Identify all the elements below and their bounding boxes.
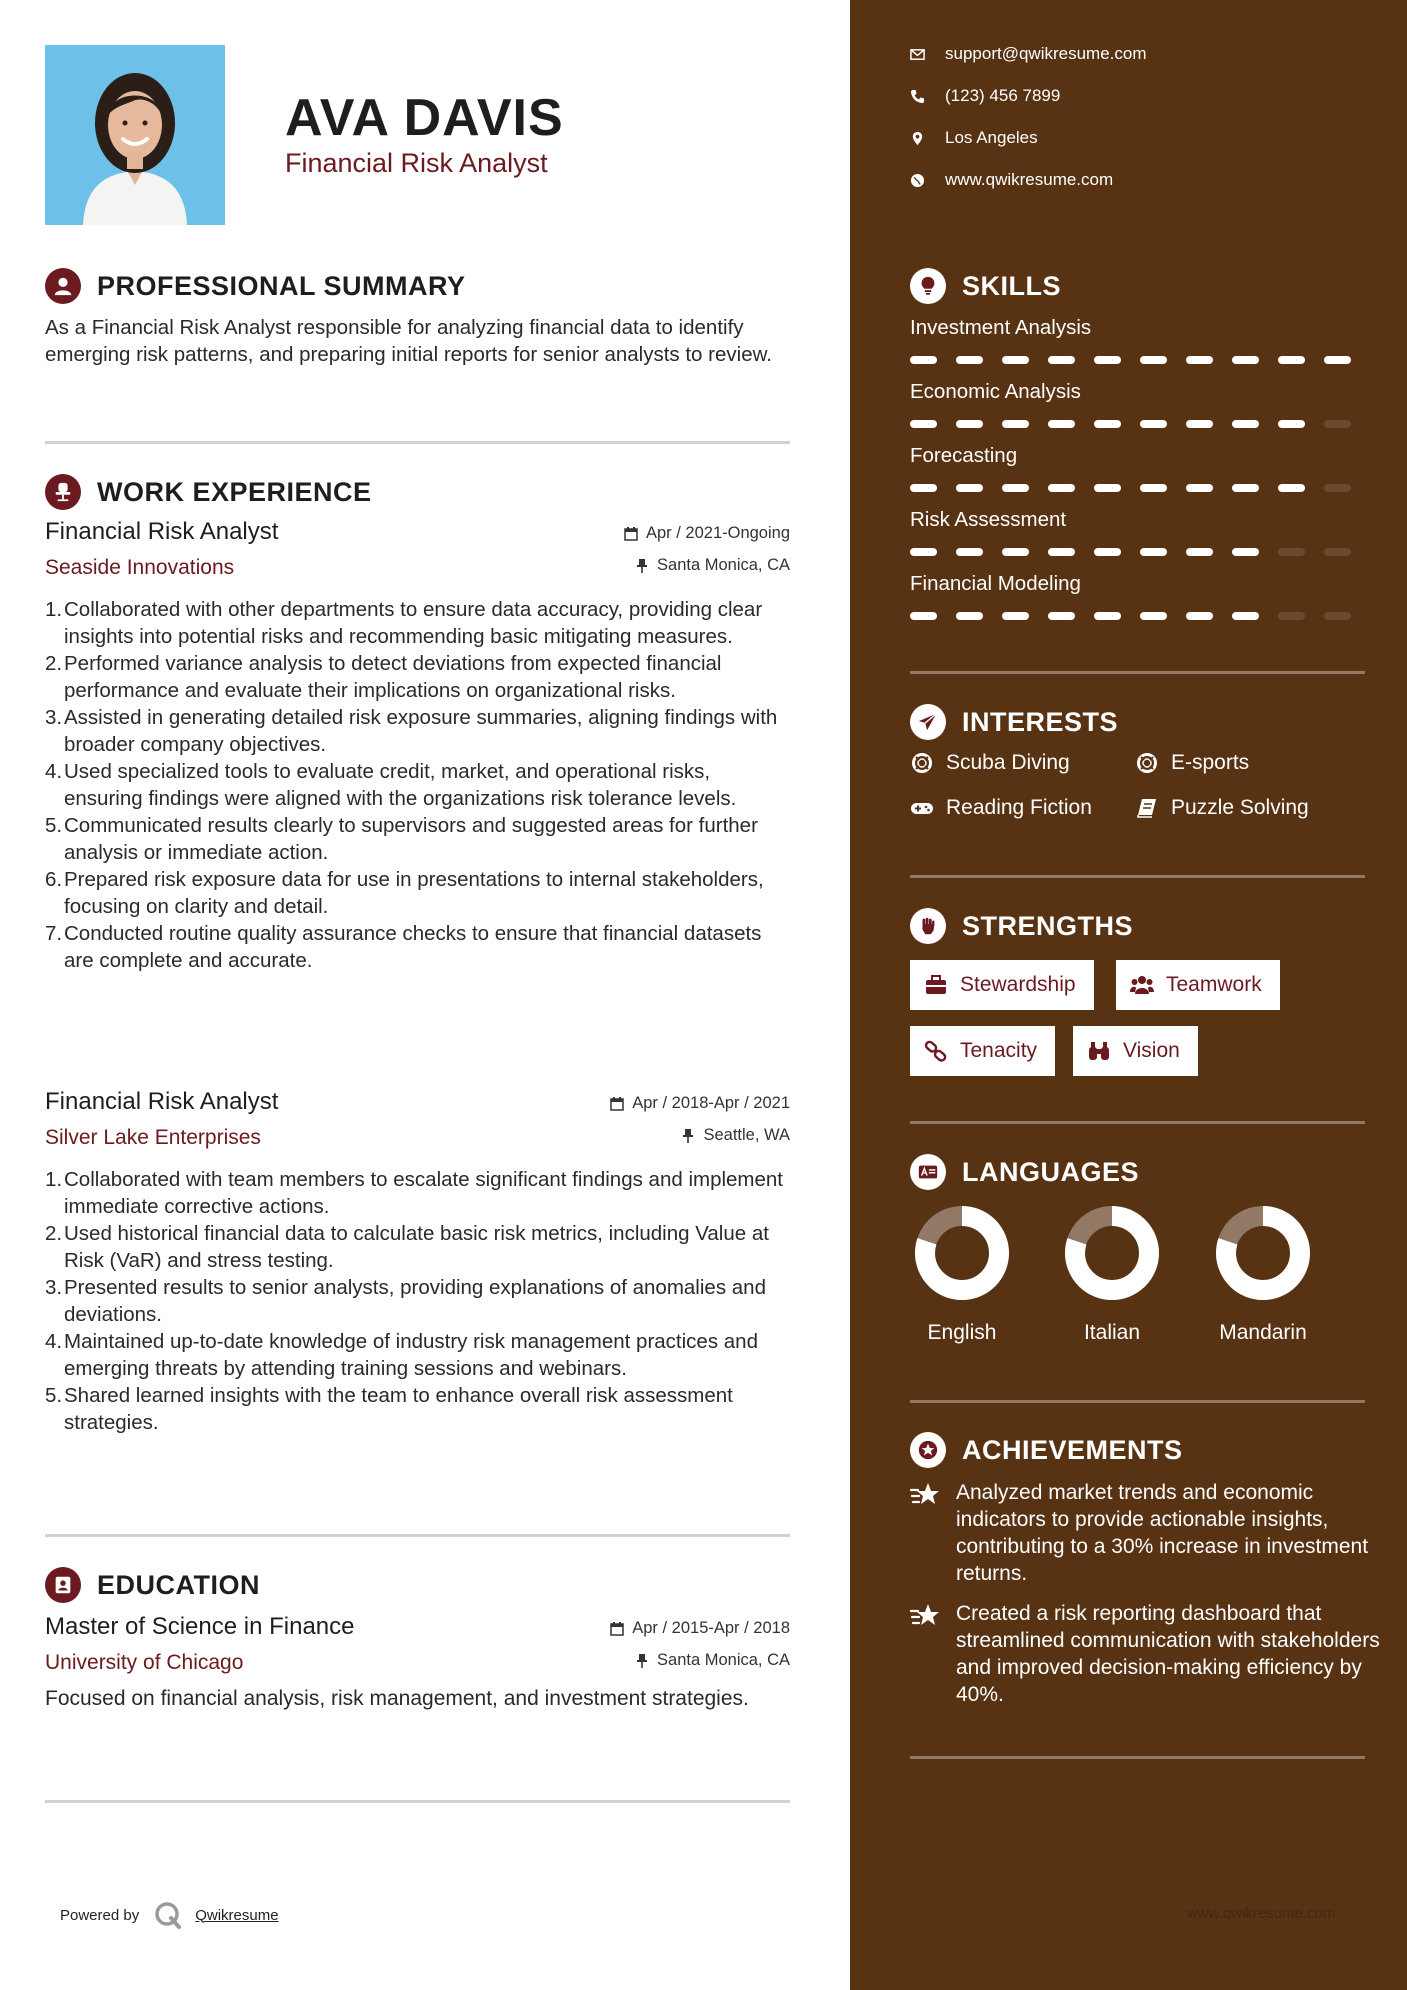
skill-segment <box>1140 612 1167 620</box>
calendar-icon <box>624 527 638 541</box>
education-date-text: Apr / 2015-Apr / 2018 <box>632 1619 790 1637</box>
interest-item <box>910 751 1070 775</box>
skill-segment <box>1048 356 1075 364</box>
calendar-icon <box>610 1097 624 1111</box>
skill-segment <box>1094 612 1121 620</box>
skill-segment <box>1094 548 1121 556</box>
job-bullets <box>45 1166 790 1436</box>
skill-name: Economic Analysis <box>910 380 1081 403</box>
job-role: Financial Risk Analyst <box>45 518 279 545</box>
language-item <box>907 1205 1017 1345</box>
skill-name: Risk Assessment <box>910 508 1067 531</box>
qwikresume-logo-icon <box>153 1900 183 1930</box>
users-icon <box>1130 974 1154 996</box>
language-label: Mandarin <box>1219 1321 1307 1344</box>
summary-title: PROFESSIONAL SUMMARY <box>97 270 466 301</box>
skill-item <box>910 316 1370 364</box>
job-location-text: Seattle, WA <box>703 1126 790 1144</box>
fist-icon <box>910 908 946 944</box>
brand-link[interactable]: Qwikresume <box>195 1906 279 1924</box>
skill-item <box>910 508 1370 556</box>
user-icon <box>45 268 81 304</box>
skill-segment <box>910 484 937 492</box>
skill-segment <box>910 548 937 556</box>
interest-label: E-sports <box>1171 751 1250 774</box>
skill-segment <box>1186 548 1213 556</box>
skill-segment <box>956 484 983 492</box>
list-item: 4. Used specialized tools to evaluate credit, market, and operational risks, ensuring findings were aligned with the organizations risk tolerance levels. <box>45 760 737 810</box>
watermark: www.qwikresume.com <box>1187 1905 1336 1922</box>
contact-location-text: Los Angeles <box>945 128 1038 147</box>
section-divider <box>910 1121 1365 1124</box>
education-degree: Master of Science in Finance <box>45 1613 355 1640</box>
skill-segment <box>1048 420 1075 428</box>
skill-segment <box>1278 612 1305 620</box>
interest-label: Puzzle Solving <box>1171 796 1309 819</box>
graduation-icon <box>45 1567 81 1603</box>
skill-segment <box>1140 420 1167 428</box>
list-item: 3. Assisted in generating detailed risk exposure summaries, aligning findings with broader company objectives. <box>45 706 778 756</box>
achievement-text: Created a risk reporting dashboard that streamlined communication with stakeholders and improved decision-making efficiency by 40%. <box>956 1602 1380 1706</box>
office-chair-icon <box>45 474 81 510</box>
strength-label: Vision <box>1123 1039 1180 1062</box>
binoculars-icon <box>1087 1040 1111 1062</box>
list-item: 1. Collaborated with other departments to ensure data accuracy, providing clear insights into potential risks and recommending basic mitigating measures. <box>45 598 763 648</box>
calendar-icon <box>610 1622 624 1636</box>
skill-item <box>910 444 1370 492</box>
profile-photo <box>45 45 225 225</box>
interests-heading <box>910 704 1118 740</box>
skill-segment <box>1232 420 1259 428</box>
candidate-name: AVA DAVIS <box>285 89 564 147</box>
skills-heading <box>910 268 1061 304</box>
skill-item <box>910 572 1370 620</box>
skill-segment <box>956 612 983 620</box>
list-item: 2. Performed variance analysis to detect deviations from expected financial performance and evaluate their implications on organizational risks. <box>45 652 722 702</box>
education-location-text: Santa Monica, CA <box>657 1651 790 1669</box>
skill-segment <box>1324 484 1351 492</box>
list-item: 5. Communicated results clearly to supervisors and suggested areas for further analysis or immediate action. <box>45 814 758 864</box>
language-ring <box>1215 1205 1311 1301</box>
map-marker-icon <box>910 131 925 146</box>
life-ring-icon <box>910 753 934 773</box>
skill-name: Investment Analysis <box>910 316 1092 339</box>
strength-label: Stewardship <box>960 973 1076 996</box>
skill-segment <box>1324 356 1351 364</box>
section-divider <box>45 1534 790 1537</box>
skill-segment <box>1278 356 1305 364</box>
list-item: 7. Conducted routine quality assurance checks to ensure that financial datasets are complete and accurate. <box>45 922 762 972</box>
job-location-text: Santa Monica, CA <box>657 556 790 574</box>
language-label: English <box>927 1321 997 1344</box>
skill-segment <box>1002 420 1029 428</box>
experience-heading <box>45 474 372 510</box>
skill-name: Forecasting <box>910 444 1018 467</box>
lightbulb-icon <box>910 268 946 304</box>
skill-segment <box>1232 548 1259 556</box>
powered-by-label: Powered by <box>60 1906 140 1924</box>
list-item: 4. Maintained up-to-date knowledge of industry risk management practices and emerging threats by attending training sessions and webinars. <box>45 1330 758 1380</box>
job-role: Financial Risk Analyst <box>45 1088 279 1115</box>
skill-segment <box>1094 420 1121 428</box>
list-item: 2. Used historical financial data to calculate basic risk metrics, including Value at Risk (VaR) and stress testing. <box>45 1222 769 1272</box>
job-location <box>635 556 790 575</box>
skill-segment <box>1048 612 1075 620</box>
section-divider <box>45 1800 790 1803</box>
skill-segment <box>1278 484 1305 492</box>
language-ring <box>914 1205 1010 1301</box>
job-date <box>610 1094 790 1113</box>
job-entry-2 <box>45 1088 790 1436</box>
list-item: 5. Shared learned insights with the team to enhance overall risk assessment strategies. <box>45 1384 733 1434</box>
strength-badge <box>910 960 1094 1010</box>
language-label: Italian <box>1083 1321 1141 1344</box>
education-title: EDUCATION <box>97 1569 260 1600</box>
link-icon <box>924 1040 948 1062</box>
skill-segment <box>1324 420 1351 428</box>
skill-segment <box>1232 356 1259 364</box>
education-location <box>635 1651 790 1670</box>
achievements-heading <box>910 1432 1183 1468</box>
skill-level-bar <box>910 548 1370 556</box>
section-divider <box>910 671 1365 674</box>
contact-website[interactable] <box>910 170 1113 190</box>
interests-title: INTERESTS <box>962 706 1119 737</box>
section-divider <box>910 875 1365 878</box>
achievement-item <box>910 1479 1380 1587</box>
skill-level-bar <box>910 612 1370 620</box>
education-school: University of Chicago <box>45 1651 244 1674</box>
section-divider <box>910 1756 1365 1759</box>
paper-plane-icon <box>910 704 946 740</box>
language-ring <box>1064 1205 1160 1301</box>
skill-segment <box>1094 356 1121 364</box>
contact-website-text: www.qwikresume.com <box>945 170 1114 189</box>
job-date-text: Apr / 2018-Apr / 2021 <box>632 1094 790 1112</box>
sidebar <box>850 0 1407 1990</box>
achievement-item <box>910 1600 1380 1708</box>
phone-icon <box>910 89 925 104</box>
skill-segment <box>1048 548 1075 556</box>
skill-segment <box>910 420 937 428</box>
section-divider <box>910 1400 1365 1403</box>
summary-heading <box>45 268 466 304</box>
contact-location <box>910 128 1038 148</box>
skill-segment <box>1232 484 1259 492</box>
language-item <box>1208 1205 1318 1345</box>
globe-icon <box>910 173 925 188</box>
skill-level-bar <box>910 420 1370 428</box>
skill-segment <box>1278 548 1305 556</box>
skill-segment <box>1140 484 1167 492</box>
pin-icon <box>681 1129 695 1143</box>
contact-phone-text: (123) 456 7899 <box>945 86 1061 105</box>
skill-segment <box>1186 484 1213 492</box>
languages-title: LANGUAGES <box>962 1156 1140 1187</box>
experience-title: WORK EXPERIENCE <box>97 476 372 507</box>
interest-item <box>1135 751 1249 775</box>
skill-segment <box>1140 356 1167 364</box>
skill-level-bar <box>910 356 1370 364</box>
skill-segment <box>1278 420 1305 428</box>
job-entry-1 <box>45 518 790 974</box>
achievement-text: Analyzed market trends and economic indicators to provide actionable insights, contributing to a 30% increase in investment returns. <box>956 1481 1369 1585</box>
strength-badge <box>1116 960 1280 1010</box>
envelope-icon <box>910 47 925 62</box>
interest-label: Scuba Diving <box>946 751 1070 774</box>
award-icon <box>910 1432 946 1468</box>
strength-label: Tenacity <box>960 1039 1038 1062</box>
skill-segment <box>956 548 983 556</box>
job-company: Seaside Innovations <box>45 556 235 579</box>
language-item <box>1057 1205 1167 1345</box>
skill-segment <box>1002 612 1029 620</box>
skill-segment <box>1186 356 1213 364</box>
skill-segment <box>1324 548 1351 556</box>
language-icon <box>910 1154 946 1190</box>
contact-email-text: support@qwikresume.com <box>945 44 1147 63</box>
interest-label: Reading Fiction <box>946 796 1092 819</box>
education-heading <box>45 1567 260 1603</box>
skill-segment <box>1186 420 1213 428</box>
job-company: Silver Lake Enterprises <box>45 1126 261 1149</box>
job-date <box>624 524 790 543</box>
interest-item <box>1135 796 1309 820</box>
skill-item <box>910 380 1370 428</box>
briefcase-icon <box>924 974 948 996</box>
skill-segment <box>956 356 983 364</box>
candidate-title: Financial Risk Analyst <box>285 148 548 178</box>
strength-label: Teamwork <box>1166 973 1262 996</box>
job-location <box>681 1126 790 1145</box>
pin-icon <box>635 1654 649 1668</box>
skill-segment <box>1002 356 1029 364</box>
education-description: Focused on financial analysis, risk management, and investment strategies. <box>45 1687 749 1710</box>
job-date-text: Apr / 2021-Ongoing <box>645 524 790 542</box>
skill-segment <box>1232 612 1259 620</box>
languages-heading <box>910 1154 1139 1190</box>
job-bullets <box>45 596 790 974</box>
contact-email[interactable] <box>910 44 1147 64</box>
skill-segment <box>1002 484 1029 492</box>
skill-segment <box>910 356 937 364</box>
skill-level-bar <box>910 484 1370 492</box>
strengths-heading <box>910 908 1133 944</box>
star-icon <box>910 1481 940 1509</box>
education-entry <box>45 1613 790 1712</box>
skill-segment <box>1002 548 1029 556</box>
star-icon <box>910 1602 940 1630</box>
skill-segment <box>1324 612 1351 620</box>
interest-item <box>910 796 1092 820</box>
skill-segment <box>1048 484 1075 492</box>
footer <box>60 1900 279 1930</box>
summary-text: As a Financial Risk Analyst responsible for analyzing financial data to identify emerging risk patterns, and preparing initial reports for senior analysts to review. <box>45 316 772 366</box>
list-item: 1. Collaborated with team members to escalate significant findings and implement immediate corrective actions. <box>45 1168 784 1218</box>
strength-badge <box>1073 1026 1198 1076</box>
contact-phone[interactable] <box>910 86 1060 106</box>
skill-name: Financial Modeling <box>910 572 1081 595</box>
section-divider <box>45 441 790 444</box>
list-item: 6. Prepared risk exposure data for use in presentations to internal stakeholders, focusing on clarity and detail. <box>45 868 764 918</box>
skill-segment <box>1186 612 1213 620</box>
list-item: 3. Presented results to senior analysts, providing explanations of anomalies and deviations. <box>45 1276 766 1326</box>
skill-segment <box>1094 484 1121 492</box>
strengths-title: STRENGTHS <box>962 910 1134 941</box>
skill-segment <box>956 420 983 428</box>
gamepad-icon <box>910 798 934 818</box>
life-ring-icon <box>1135 753 1159 773</box>
book-icon <box>1135 798 1159 818</box>
skill-segment <box>1140 548 1167 556</box>
education-date <box>610 1619 790 1638</box>
pin-icon <box>635 559 649 573</box>
achievements-title: ACHIEVEMENTS <box>962 1434 1183 1465</box>
skills-title: SKILLS <box>962 270 1062 301</box>
skill-segment <box>910 612 937 620</box>
strength-badge <box>910 1026 1055 1076</box>
